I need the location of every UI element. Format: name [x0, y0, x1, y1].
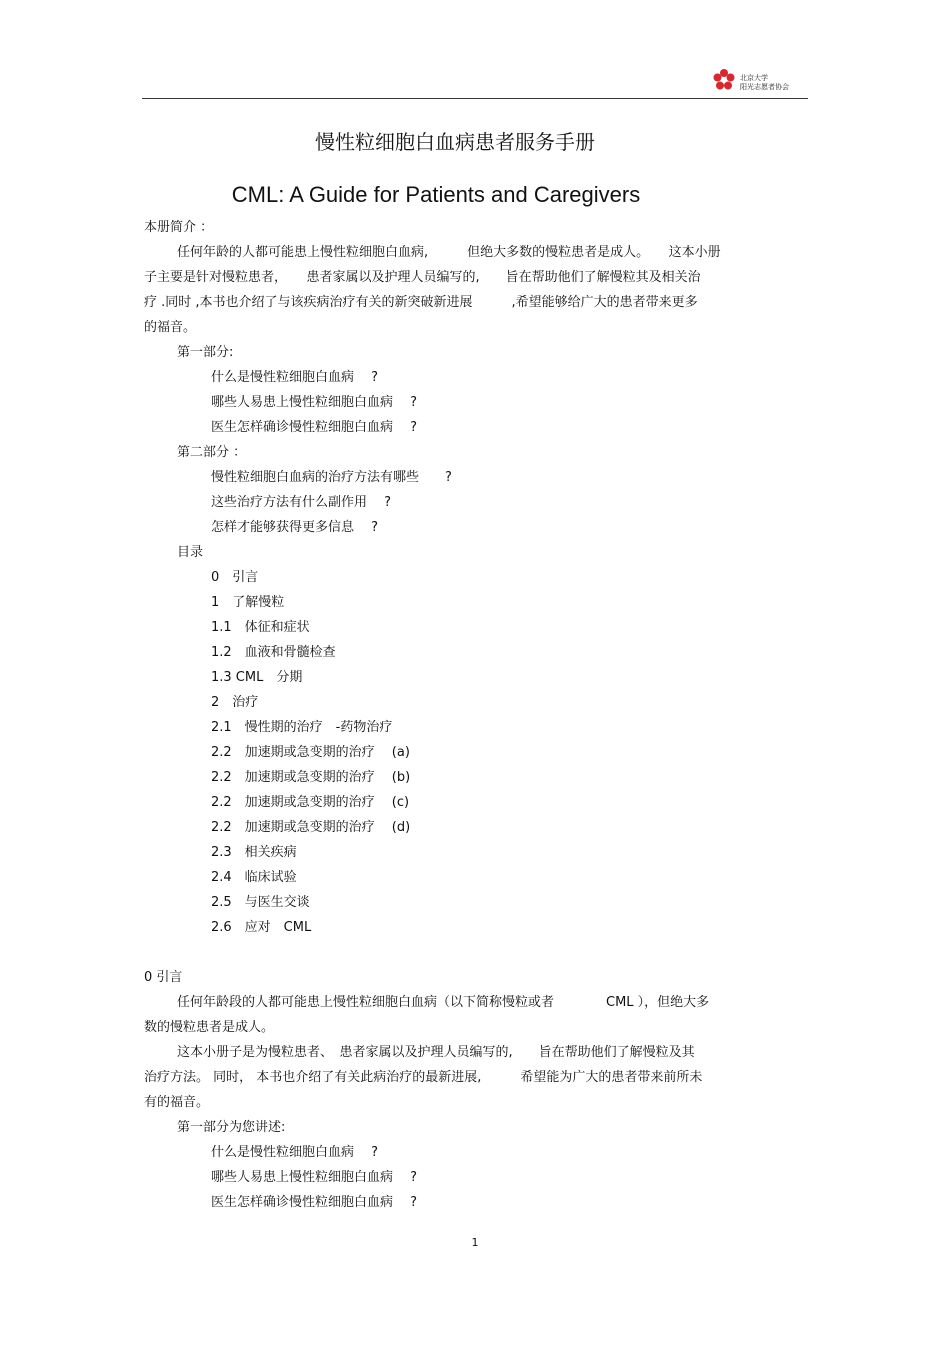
part-one-heading: 第一部分:: [177, 345, 234, 360]
section-0-paragraph-line: 这本小册子是为慢粒患者、 患者家属以及护理人员编写的, 旨在帮助他们了解慢粒及其: [177, 1045, 695, 1060]
logo-line-2: 阳光志愿者协会: [740, 83, 789, 91]
document-title-chinese: 慢性粒细胞白血病患者服务手册: [315, 130, 595, 154]
intro-paragraph-line: 子主要是针对慢粒患者， 患者家属以及护理人员编写的, 旨在帮助他们了解慢粒其及相关治: [144, 270, 701, 285]
toc-entry: 2.2 加速期或急变期的治疗 (c): [211, 795, 410, 810]
intro-paragraph-line: 任何年龄的人都可能患上慢性粒细胞白血病, 但绝大多数的慢粒患者是成人。 这本小册: [177, 245, 721, 260]
toc-entry: 2.4 临床试验: [211, 870, 297, 885]
red-flower-logo-icon: [712, 68, 736, 92]
header-rule: [142, 98, 808, 99]
section-0-paragraph-line: 有的福音。: [144, 1095, 210, 1110]
section-0-paragraph-line: 治疗方法。 同时， 本书也介绍了有关此病治疗的最新进展, 希望能为广大的患者带来前所未: [144, 1070, 703, 1085]
section-0-question: 什么是慢性粒细胞白血病 ?: [211, 1145, 379, 1160]
part-two-question: 怎样才能够获得更多信息 ?: [211, 520, 379, 535]
section-0-paragraph-line: 数的慢粒患者是成人。: [144, 1020, 275, 1035]
toc-entry: 1.1 体征和症状: [211, 620, 310, 635]
toc-entry: 1.2 血液和骨髓检查: [211, 645, 336, 660]
intro-heading: 本册简介 ：: [144, 220, 214, 235]
section-0-heading: 0 引言: [144, 970, 183, 985]
toc-entry: 2.3 相关疾病: [211, 845, 297, 860]
toc-entry: 2.1 慢性期的治疗 -药物治疗: [211, 720, 393, 735]
toc-entry: 1.3 CML 分期: [211, 670, 303, 685]
part-two-heading: 第二部分 ：: [177, 445, 247, 460]
document-title-english: CML: A Guide for Patients and Caregivers: [231, 182, 641, 207]
toc-entry: 0 引言: [211, 570, 259, 585]
section-0-paragraph-line: 任何年龄段的人都可能患上慢性粒细胞白血病（以下简称慢粒或者 CML ），但绝大多: [177, 995, 710, 1010]
toc-entry: 2 治疗: [211, 695, 259, 710]
logo-line-1: 北京大学: [740, 74, 768, 82]
toc-entry: 2.5 与医生交谈: [211, 895, 310, 910]
part-one-question: 什么是慢性粒细胞白血病 ?: [211, 370, 379, 385]
toc-entry: 2.2 加速期或急变期的治疗 (b): [211, 770, 411, 785]
intro-paragraph-line: 疗 .同时 ,本书也介绍了与该疾病治疗有关的新突破新进展 ,希望能够给广大的患者带来更多: [144, 295, 698, 310]
toc-entry: 1 了解慢粒: [211, 595, 285, 610]
association-logo: [712, 68, 808, 96]
toc-entry: 2.6 应对 CML: [211, 920, 312, 935]
toc-entry: 2.2 加速期或急变期的治疗 (d): [211, 820, 411, 835]
intro-paragraph-line: 的福音。: [144, 320, 197, 335]
part-one-question: 哪些人易患上慢性粒细胞白血病 ?: [211, 395, 418, 410]
section-0-question: 哪些人易患上慢性粒细胞白血病 ?: [211, 1170, 418, 1185]
toc-entry: 2.2 加速期或急变期的治疗 (a): [211, 745, 410, 760]
part-two-question: 这些治疗方法有什么副作用 ?: [211, 495, 392, 510]
part-one-question: 医生怎样确诊慢性粒细胞白血病 ?: [211, 420, 418, 435]
toc-heading: 目录: [177, 545, 204, 560]
part-two-question: 慢性粒细胞白血病的治疗方法有哪些 ?: [211, 470, 452, 485]
section-0-part-one-heading: 第一部分为您讲述:: [177, 1120, 286, 1135]
page-number: 1: [471, 1236, 479, 1249]
section-0-question: 医生怎样确诊慢性粒细胞白血病 ?: [211, 1195, 418, 1210]
